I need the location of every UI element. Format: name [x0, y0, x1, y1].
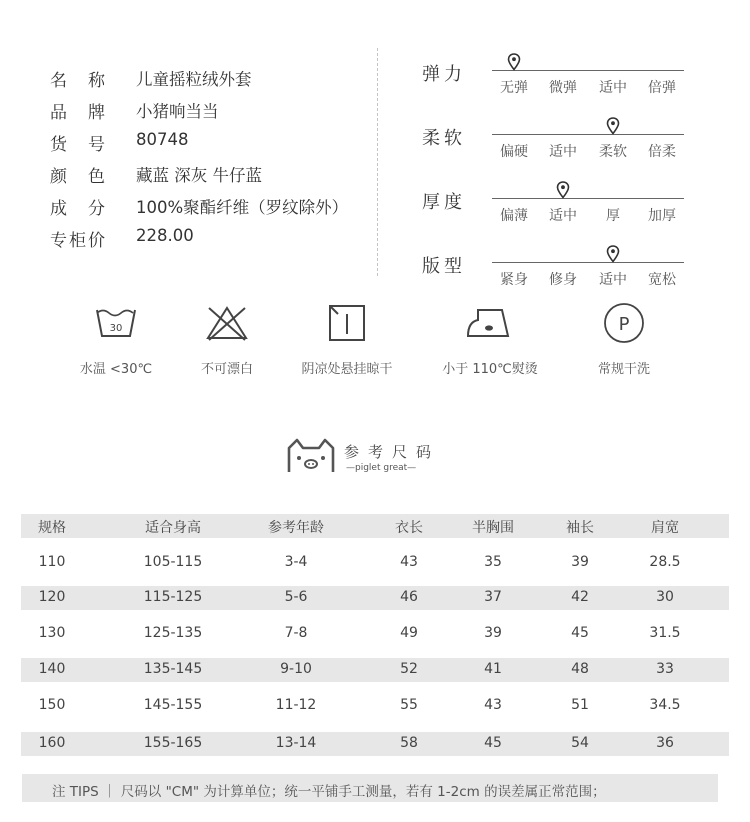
- tips-bar: [22, 774, 718, 802]
- scale-option: 宽松: [648, 272, 676, 288]
- table-cell: 34.5: [649, 697, 681, 713]
- care-label: 常规干洗: [597, 362, 650, 377]
- table-cell: 105-115: [143, 554, 203, 570]
- scale-option: 紧身: [500, 272, 528, 288]
- table-cell: 7-8: [284, 625, 308, 641]
- table-header-cell: 肩宽: [651, 520, 679, 536]
- scale-title: 柔软: [422, 128, 466, 149]
- table-cell: 11-12: [275, 697, 317, 713]
- scale-fit: [422, 246, 722, 306]
- table-cell: 45: [484, 735, 502, 751]
- scale-option: 倍弹: [648, 80, 676, 96]
- table-cell: 45: [571, 625, 589, 641]
- info-label: 货 号: [50, 135, 107, 155]
- table-cell: 39: [571, 554, 589, 570]
- scale-line: [492, 134, 684, 135]
- table-cell: 115-125: [143, 589, 203, 605]
- table-header-cell: 参考年龄: [268, 520, 324, 536]
- location-pin-icon: [507, 53, 521, 71]
- table-cell: 140: [38, 661, 66, 677]
- care-item-iron: [420, 302, 560, 377]
- table-cell: 52: [400, 661, 418, 677]
- table-cell: 35: [484, 554, 502, 570]
- table-cell: 31.5: [649, 625, 681, 641]
- table-cell: 28.5: [649, 554, 681, 570]
- info-value: 80748: [136, 130, 189, 149]
- info-label: 品 牌: [50, 103, 107, 123]
- table-cell: 55: [400, 697, 418, 713]
- location-pin-icon: [606, 117, 620, 135]
- table-cell: 58: [400, 735, 418, 751]
- table-row: [21, 658, 729, 682]
- dry-clean-letter: P: [618, 314, 630, 335]
- scale-line: [492, 198, 684, 199]
- table-header-cell: 半胸围: [472, 520, 514, 536]
- table-cell: 3-4: [284, 554, 308, 570]
- table-cell: 145-155: [143, 697, 203, 713]
- scale-option: 偏硬: [500, 144, 528, 160]
- table-cell: 42: [571, 589, 589, 605]
- info-label: 名 称: [50, 71, 107, 91]
- scale-title: 弹力: [422, 64, 466, 85]
- table-cell: 150: [38, 697, 66, 713]
- table-cell: 43: [484, 697, 502, 713]
- table-cell: 48: [571, 661, 589, 677]
- table-cell: 160: [38, 735, 66, 751]
- scale-title: 厚度: [422, 192, 466, 213]
- wash-30-icon: [93, 302, 139, 344]
- scale-thickness: [422, 182, 722, 242]
- info-label: 颜 色: [50, 167, 107, 187]
- info-value: 藏蓝 深灰 牛仔蓝: [136, 166, 262, 185]
- scale-title: 版型: [422, 256, 466, 277]
- table-cell: 49: [400, 625, 418, 641]
- table-row: [21, 551, 729, 575]
- no-bleach-icon: [204, 302, 250, 344]
- divider: [377, 48, 378, 276]
- table-row: [21, 586, 729, 610]
- drip-dry-shade-icon: [324, 302, 370, 344]
- scale-option: 倍柔: [648, 144, 676, 160]
- scale-option: 加厚: [648, 208, 676, 224]
- wash-temp-number: 30: [109, 323, 123, 334]
- info-value: 100%聚酯纤维（罗纹除外）: [136, 198, 349, 217]
- table-cell: 36: [656, 735, 674, 751]
- scale-option: 厚: [606, 208, 620, 224]
- scale-option: 偏薄: [500, 208, 528, 224]
- table-cell: 130: [38, 625, 66, 641]
- table-cell: 54: [571, 735, 589, 751]
- table-cell: 125-135: [143, 625, 203, 641]
- scale-elasticity: [422, 54, 722, 114]
- table-cell: 13-14: [275, 735, 317, 751]
- care-item-bleach: [157, 302, 297, 377]
- size-section-title: 参考尺码: [344, 443, 441, 461]
- care-label: 水温 <30℃: [79, 362, 153, 377]
- info-value: 小猪响当当: [136, 102, 219, 121]
- table-cell: 9-10: [280, 661, 312, 677]
- table-cell: 33: [656, 661, 674, 677]
- care-item-dryclean: [554, 302, 694, 377]
- scale-softness: [422, 118, 722, 178]
- table-header: [21, 514, 729, 538]
- table-cell: 30: [656, 589, 674, 605]
- info-value: 儿童摇粒绒外套: [136, 70, 252, 89]
- size-section-subtitle: —piglet great—: [346, 463, 417, 473]
- location-pin-icon: [606, 245, 620, 263]
- table-row: [21, 694, 729, 718]
- care-label: 不可漂白: [200, 362, 253, 377]
- table-cell: 46: [400, 589, 418, 605]
- info-label: 成 分: [50, 199, 107, 219]
- table-cell: 39: [484, 625, 502, 641]
- care-label: 阴凉处悬挂晾干: [301, 362, 393, 377]
- tips-text: 注 TIPS ｜ 尺码以 "CM" 为计算单位；统一平铺手工测量，若有 1-2cm 的误差属正常范围；: [52, 784, 606, 800]
- table-row: [21, 622, 729, 646]
- table-cell: 43: [400, 554, 418, 570]
- scale-option: 适中: [599, 80, 627, 96]
- location-pin-icon: [556, 181, 570, 199]
- table-header-cell: 袖长: [566, 520, 594, 536]
- table-header-cell: 适合身高: [145, 520, 201, 536]
- scale-option: 修身: [549, 272, 577, 288]
- info-value: 228.00: [136, 226, 194, 245]
- table-header-cell: 衣长: [395, 520, 423, 536]
- scale-option: 适中: [549, 208, 577, 224]
- table-row: [21, 732, 729, 756]
- care-label: 小于 110℃熨烫: [442, 362, 538, 377]
- table-cell: 120: [38, 589, 66, 605]
- table-cell: 41: [484, 661, 502, 677]
- scale-option: 微弹: [549, 80, 577, 96]
- info-label: 专柜价: [50, 231, 107, 251]
- dry-clean-p-icon: [601, 302, 647, 344]
- table-cell: 5-6: [284, 589, 308, 605]
- scale-option: 柔软: [599, 144, 627, 160]
- table-header-cell: 规格: [38, 520, 66, 536]
- table-cell: 37: [484, 589, 502, 605]
- table-cell: 155-165: [143, 735, 203, 751]
- iron-110-icon: [462, 302, 518, 344]
- pig-logo-icon: [285, 438, 337, 476]
- table-cell: 135-145: [143, 661, 203, 677]
- table-cell: 51: [571, 697, 589, 713]
- scale-option: 适中: [549, 144, 577, 160]
- scale-option: 无弹: [500, 80, 528, 96]
- care-item-dry: [277, 302, 417, 377]
- scale-line: [492, 262, 684, 263]
- scale-option: 适中: [599, 272, 627, 288]
- table-cell: 110: [38, 554, 66, 570]
